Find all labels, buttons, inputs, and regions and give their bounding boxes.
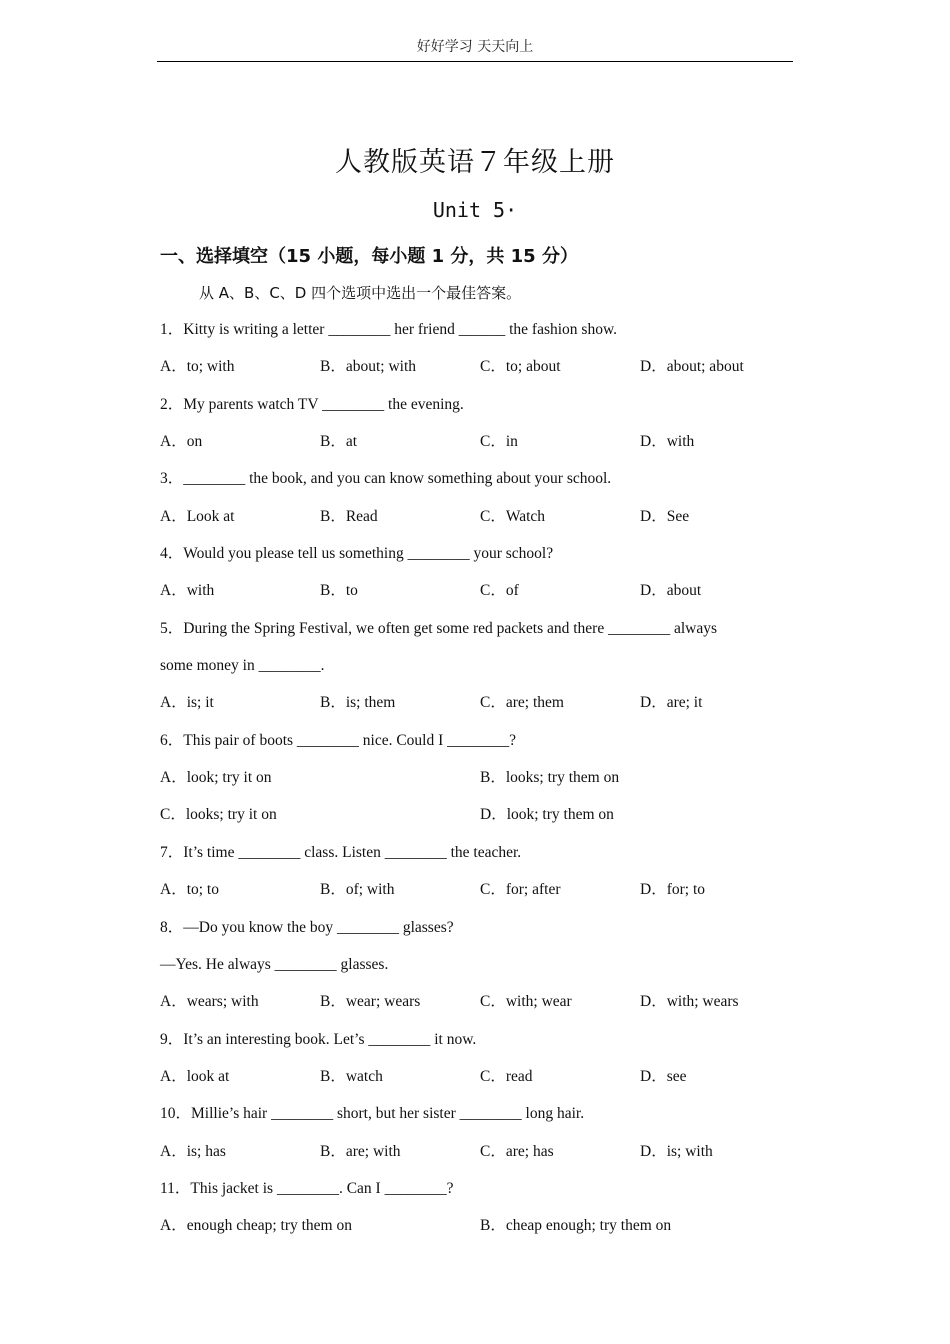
question-stem: 4．Would you please tell us something ________ your school? (160, 545, 554, 563)
answer-option: B．are; with (320, 1142, 401, 1160)
answer-option: D．about; about (640, 358, 744, 376)
answer-option: B．cheap enough; try them on (480, 1217, 672, 1235)
answer-option: D．for; to (640, 881, 706, 899)
answer-option: B．of; with (320, 881, 395, 899)
options-row (160, 765, 800, 802)
answer-option: B．looks; try them on (480, 769, 620, 787)
answer-option: C．for; after (480, 881, 561, 899)
answer-option: B．wear; wears (320, 993, 421, 1011)
question-stem: 7．It’s time ________ class. Listen ________ the teacher. (160, 843, 522, 861)
answer-option: C．of (480, 582, 519, 600)
options-row (160, 802, 800, 839)
answer-option: C．looks; try it on (160, 806, 277, 824)
answer-option: D．look; try them on (480, 806, 614, 824)
answer-option: A．Look at (160, 507, 235, 525)
answer-option: A．to; with (160, 358, 235, 376)
question-stem: 10．Millie’s hair ________ short, but her sister ________ long hair. (160, 1105, 585, 1123)
answer-option: A．on (160, 433, 203, 451)
instruction-text: 从 A、B、C、D 四个选项中选出一个最佳答案。 (199, 284, 522, 302)
options-row (160, 1139, 800, 1176)
answer-option: A．look; try it on (160, 769, 272, 787)
answer-option: B．about; with (320, 358, 417, 376)
answer-option: C．in (480, 433, 518, 451)
question-stem: 2．My parents watch TV ________ the evening. (160, 395, 464, 413)
answer-option: C．with; wear (480, 993, 572, 1011)
options-row (160, 989, 800, 1026)
answer-option: B．Read (320, 507, 378, 525)
document-title: 人教版英语７年级上册 (335, 147, 615, 178)
question-stem: 3．________ the book, and you can know something about your school. (160, 470, 612, 488)
answer-option: B．watch (320, 1067, 383, 1085)
question-stem: 6．This pair of boots ________ nice. Could I ________? (160, 731, 517, 749)
options-row (160, 1064, 800, 1101)
question-list (160, 317, 800, 1251)
answer-option: A．to; to (160, 881, 219, 899)
answer-option: A．is; has (160, 1142, 226, 1160)
answer-option: D．see (640, 1067, 687, 1085)
answer-option: D．is; with (640, 1142, 713, 1160)
options-row (160, 690, 800, 727)
answer-option: A．with (160, 582, 215, 600)
answer-option: D．with; wears (640, 993, 739, 1011)
answer-option: C．are; has (480, 1142, 554, 1160)
answer-option: D．about (640, 582, 702, 600)
answer-option: B．at (320, 433, 358, 451)
answer-option: C．are; them (480, 694, 564, 712)
answer-option: D．with (640, 433, 695, 451)
question-stem: —Yes. He always ________ glasses. (160, 955, 389, 973)
options-row (160, 578, 800, 615)
options-row (160, 1213, 800, 1250)
options-row (160, 877, 800, 914)
answer-option: C．read (480, 1067, 533, 1085)
section-heading: 一、选择填空（15 小题，每小题 1 分，共 15 分） (160, 246, 578, 267)
answer-option: A．look at (160, 1067, 230, 1085)
question-stem: 11．This jacket is ________. Can I ________? (160, 1179, 454, 1197)
question-stem: some money in ________. (160, 657, 325, 675)
answer-option: D．are; it (640, 694, 703, 712)
options-row (160, 354, 800, 391)
question-stem: 8．—Do you know the boy ________ glasses? (160, 918, 454, 936)
answer-option: B．to (320, 582, 358, 600)
unit-subtitle: Unit 5· (432, 198, 518, 222)
answer-option: C．Watch (480, 507, 546, 525)
answer-option: C．to; about (480, 358, 561, 376)
answer-option: A．is; it (160, 694, 214, 712)
header-rule (157, 61, 793, 62)
answer-option: A．wears; with (160, 993, 259, 1011)
answer-option: A．enough cheap; try them on (160, 1217, 352, 1235)
options-row (160, 504, 800, 541)
question-stem: 1．Kitty is writing a letter ________ her friend ______ the fashion show. (160, 321, 618, 338)
page-header: 好好学习 天天向上 (416, 39, 534, 55)
options-row (160, 429, 800, 466)
answer-option: D．See (640, 507, 690, 525)
question-stem: 5．During the Spring Festival, we often get some red packets and there ________ always (160, 619, 718, 637)
answer-option: B．is; them (320, 694, 396, 712)
question-stem: 9．It’s an interesting book. Let’s ________ it now. (160, 1030, 477, 1048)
